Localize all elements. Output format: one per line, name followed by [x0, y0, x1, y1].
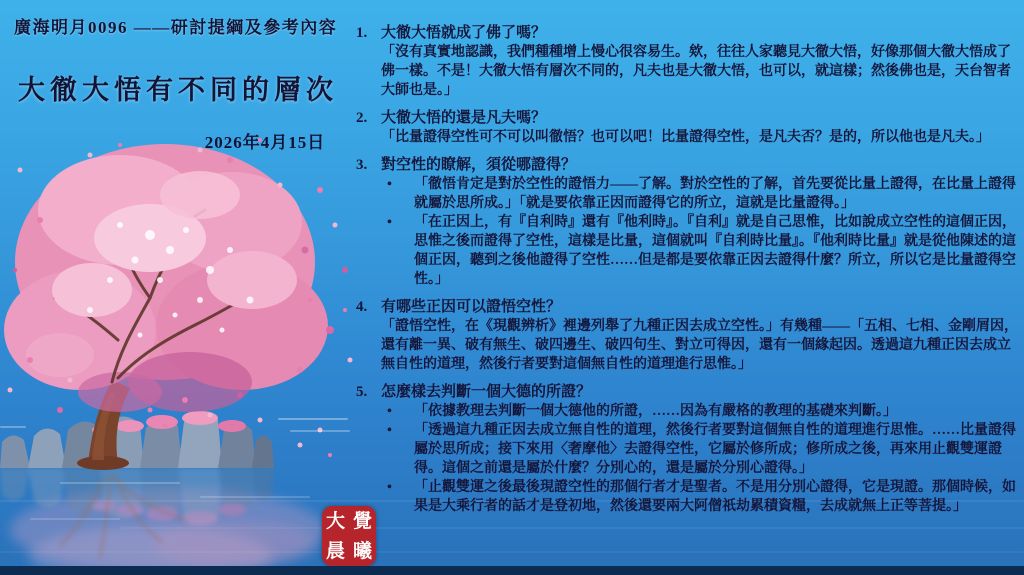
question-title: 怎麼樣去判斷一個大德的所證？ — [381, 384, 592, 400]
bullet-text: 「透過這九種正因去成立無自性的道理，然後行者要對這個無自性的道理進行思惟。……比量證得屬於思所成；接下來用〈奢摩他〉去證得空性，它屬於修所成；修所成之後，再來用止觀雙運證得。這個之前還是屬於什麼？分別心的，還是屬於分別心證得。」 — [414, 423, 1016, 476]
slide-title: 大徹大悟有不同的層次 — [18, 75, 338, 105]
bullet-dot-icon: • — [387, 215, 392, 230]
question-body — [356, 317, 1018, 374]
bullet-text: 「止觀雙運之後最後現證空性的那個行者才是聖者。不是用分別心證得，它是現證。那個時候，如果是大乘行者的話才是登初地，然後還要兩大阿僧祇劫累積資糧，去成就無上正等菩提。」 — [414, 480, 1016, 514]
question-item — [356, 24, 1018, 100]
question-body — [356, 402, 1018, 516]
question-heading — [356, 24, 1018, 43]
seal-character: 曦 — [352, 540, 372, 562]
bullet-text: 「在正因上，有『自利時』還有『他利時』。『自利』就是自己思惟，比如說成立空性的這個正因，思惟之後而證得了空性，這樣是比量，這個就叫『自利時比量』。『他利時比量』就是從他陳述的這個正因，聽到之後他證得了空性……但是都是要依靠正因去證得什麼？所立，所以它是比量證得空性。」 — [414, 215, 1016, 287]
series-header: 廣海明月0096 ——研討提綱及參考內容 — [14, 18, 338, 37]
question-number: 3. — [356, 157, 368, 173]
answer-bullet — [381, 402, 1018, 421]
answer-bullet — [381, 478, 1018, 516]
question-number: 5. — [356, 384, 368, 400]
bullet-dot-icon: • — [387, 404, 392, 419]
question-item — [356, 298, 1018, 374]
question-body — [356, 175, 1018, 289]
rocks — [0, 411, 274, 468]
answer-paragraph: 「證悟空性，在《現觀辨析》裡邊列舉了九種正因去成立空性。」有幾種——「五相、七相、金剛屑因，還有離一異、破有無生、破四邊生、破四句生、對立可得因，還有一個緣起因。透過這九種正因去成立無自性的道理，然後行者要對這個無自性的道理進行思惟。」 — [381, 319, 1018, 372]
answer-bullet — [381, 421, 1018, 478]
bullet-text: 「徹悟肯定是對於空性的證悟力——了解。對於空性的了解，首先要從比量上證得，在比量上證得就屬於思所成。」「就是要依靠正因而證得它的所立，這就是比量證得。」 — [414, 177, 1016, 211]
water-band — [120, 527, 1024, 529]
bullet-text: 「依據教理去判斷一個大德他的所證，……因為有嚴格的教理的基礎來判斷。」 — [414, 404, 897, 419]
question-number: 2. — [356, 110, 368, 126]
bullet-dot-icon: • — [387, 423, 392, 438]
answer-bullet — [381, 213, 1018, 289]
question-heading — [356, 156, 1018, 175]
question-item — [356, 109, 1018, 147]
answer-paragraph: 「比量證得空性可不可以叫徹悟？也可以吧！比量證得空性，是凡夫否？是的，所以他也是凡夫。」 — [381, 130, 990, 145]
question-heading — [356, 298, 1018, 317]
cherry-tree-illustration — [0, 130, 356, 575]
question-item — [356, 383, 1018, 516]
questions-list — [356, 24, 1018, 525]
bottom-border-band — [0, 566, 1024, 575]
seal-character: 大 — [325, 510, 345, 532]
answer-bullet — [381, 175, 1018, 213]
water-band — [0, 551, 1024, 553]
question-title: 大徹大悟的還是凡夫嗎？ — [381, 110, 547, 126]
question-number: 4. — [356, 299, 368, 315]
question-heading — [356, 383, 1018, 402]
slide-date: 2026年4月15日 — [204, 133, 326, 152]
question-title: 大徹大悟就成了佛了嗎？ — [381, 25, 547, 41]
question-body — [356, 128, 1018, 147]
bullet-dot-icon: • — [387, 480, 392, 495]
seal-character: 晨 — [325, 540, 345, 562]
bullet-dot-icon: • — [387, 177, 392, 192]
question-title: 對空性的瞭解，須從哪證得？ — [381, 157, 577, 173]
answer-paragraph: 「沒有真實地認識，我們種種增上慢心很容易生。欸，往往人家聽見大徹大悟，好像那個大徹大悟成了佛一樣。不是！大徹大悟有層次不同的，凡夫也是大徹大悟，也可以，就這樣；然後佛也是，天台智者大師也是。」 — [381, 45, 1011, 98]
question-body — [356, 43, 1018, 100]
question-heading — [356, 109, 1018, 128]
question-number: 1. — [356, 25, 368, 41]
question-item — [356, 156, 1018, 289]
seal-character: 覺 — [352, 510, 372, 532]
question-title: 有哪些正因可以證悟空性？ — [381, 299, 562, 315]
